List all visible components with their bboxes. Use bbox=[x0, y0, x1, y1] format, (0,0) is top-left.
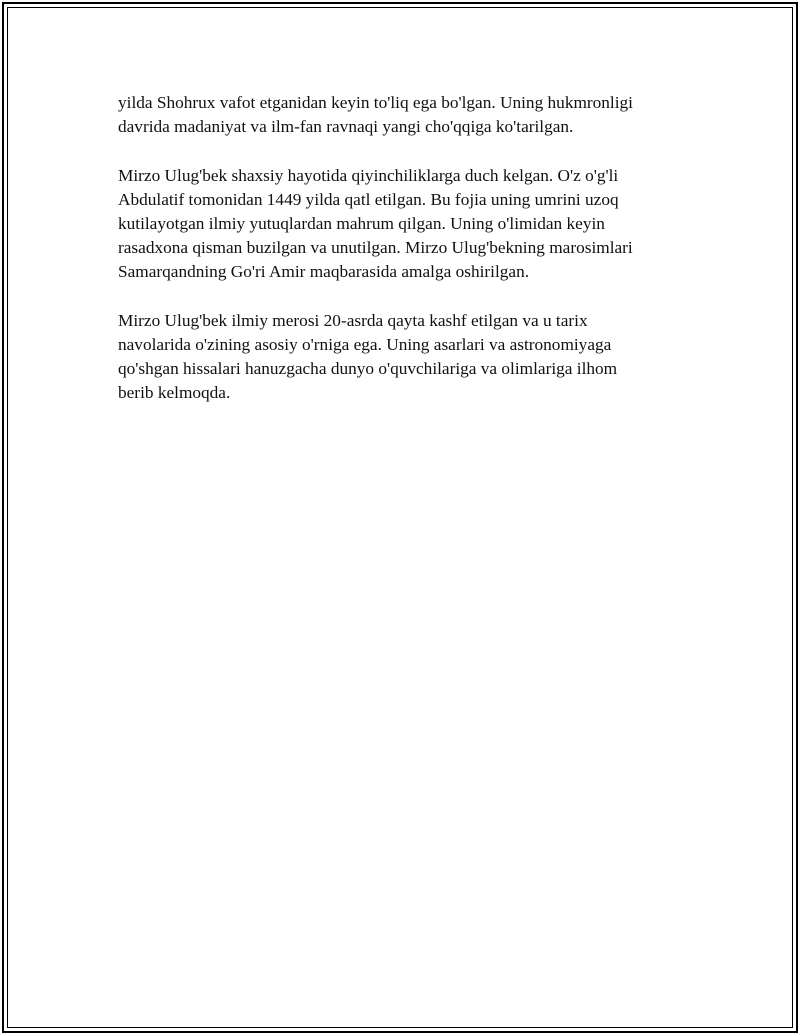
text-line: davrida madaniyat va ilm-fan ravnaqi yangi cho'qqiga ko'tarilgan. bbox=[118, 117, 574, 137]
text-line: navolarida o'zining asosiy o'rniga ega. Uning asarlari va astronomiyaga bbox=[118, 335, 612, 354]
text-line: Abdulatif tomonidan 1449 yilda qatl etilgan. Bu fojia uning umrini uzoq bbox=[118, 189, 619, 209]
document-body bbox=[118, 91, 683, 430]
paragraph bbox=[118, 164, 683, 285]
text-line: Mirzo Ulug'bek shaxsiy hayotida qiyinchiliklarga duch kelgan. O'z o'g'li bbox=[118, 165, 619, 185]
paragraph bbox=[118, 91, 683, 139]
paragraph bbox=[118, 309, 683, 406]
text-line: qo'shgan hissalari hanuzgacha dunyo o'quvchilariga va olimlariga ilhom bbox=[118, 359, 618, 379]
text-line: rasadxona qisman buzilgan va unutilgan. Mirzo Ulug'bekning marosimlari bbox=[118, 238, 633, 258]
text-line: kutilayotgan ilmiy yutuqlardan mahrum qilgan. Uning o'limidan keyin bbox=[118, 214, 605, 233]
text-line: berib kelmoqda. bbox=[118, 383, 231, 403]
text-line: Samarqandning Go'ri Amir maqbarasida amalga oshirilgan. bbox=[118, 262, 530, 282]
text-line: yilda Shohrux vafot etganidan keyin to'liq ega bo'lgan. Uning hukmronligi bbox=[118, 93, 633, 112]
text-line: Mirzo Ulug'bek ilmiy merosi 20-asrda qayta kashf etilgan va u tarix bbox=[118, 310, 588, 330]
